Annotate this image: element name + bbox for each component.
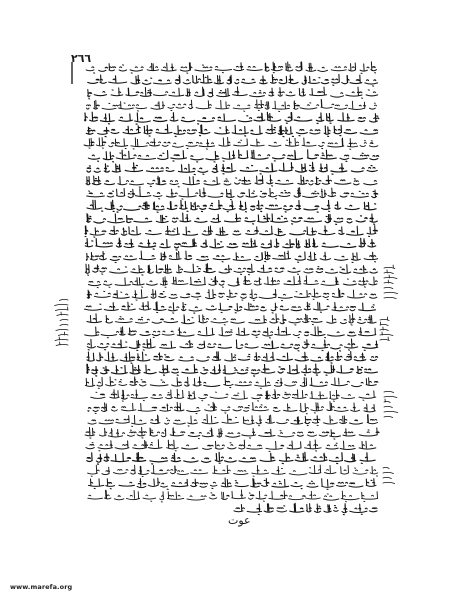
script-line <box>87 188 378 200</box>
script-line <box>85 327 376 338</box>
script-line <box>85 112 379 124</box>
script-line <box>85 238 375 250</box>
margin-note <box>384 265 398 299</box>
margin-note <box>383 467 395 483</box>
script-line <box>87 452 375 464</box>
script-line <box>85 302 376 314</box>
script-line <box>88 150 378 162</box>
script-line <box>86 125 377 137</box>
script-line <box>88 465 378 477</box>
script-line <box>87 213 378 224</box>
script-line <box>234 503 377 514</box>
script-line <box>84 138 378 150</box>
script-line <box>87 352 378 364</box>
handwritten-text-lines <box>84 62 379 515</box>
script-line <box>87 289 377 301</box>
script-line <box>87 162 377 174</box>
script-line <box>86 62 376 73</box>
script-line <box>88 402 375 414</box>
script-line <box>88 490 378 502</box>
script-line <box>86 99 376 111</box>
script-line <box>85 264 377 276</box>
script-line <box>87 364 378 376</box>
script-line <box>85 226 378 238</box>
script-line <box>89 478 377 489</box>
script-line <box>87 339 377 351</box>
script-line <box>88 87 378 99</box>
script-line <box>85 427 379 439</box>
source-watermark: www.marefa.org <box>10 583 73 591</box>
page-number: ٢٦٦ <box>71 52 92 65</box>
margin-note <box>55 299 68 345</box>
margin-note <box>380 317 393 341</box>
script-line <box>88 276 377 288</box>
script-line <box>91 389 376 401</box>
margin-note <box>384 391 398 417</box>
script-line <box>87 314 376 325</box>
script-line <box>86 440 376 452</box>
catchword: عوت <box>228 514 251 527</box>
script-line <box>85 377 378 389</box>
script-line <box>88 415 378 427</box>
script-line <box>87 200 376 212</box>
script-line <box>86 175 377 187</box>
script-line <box>86 251 377 263</box>
script-line <box>88 74 378 86</box>
